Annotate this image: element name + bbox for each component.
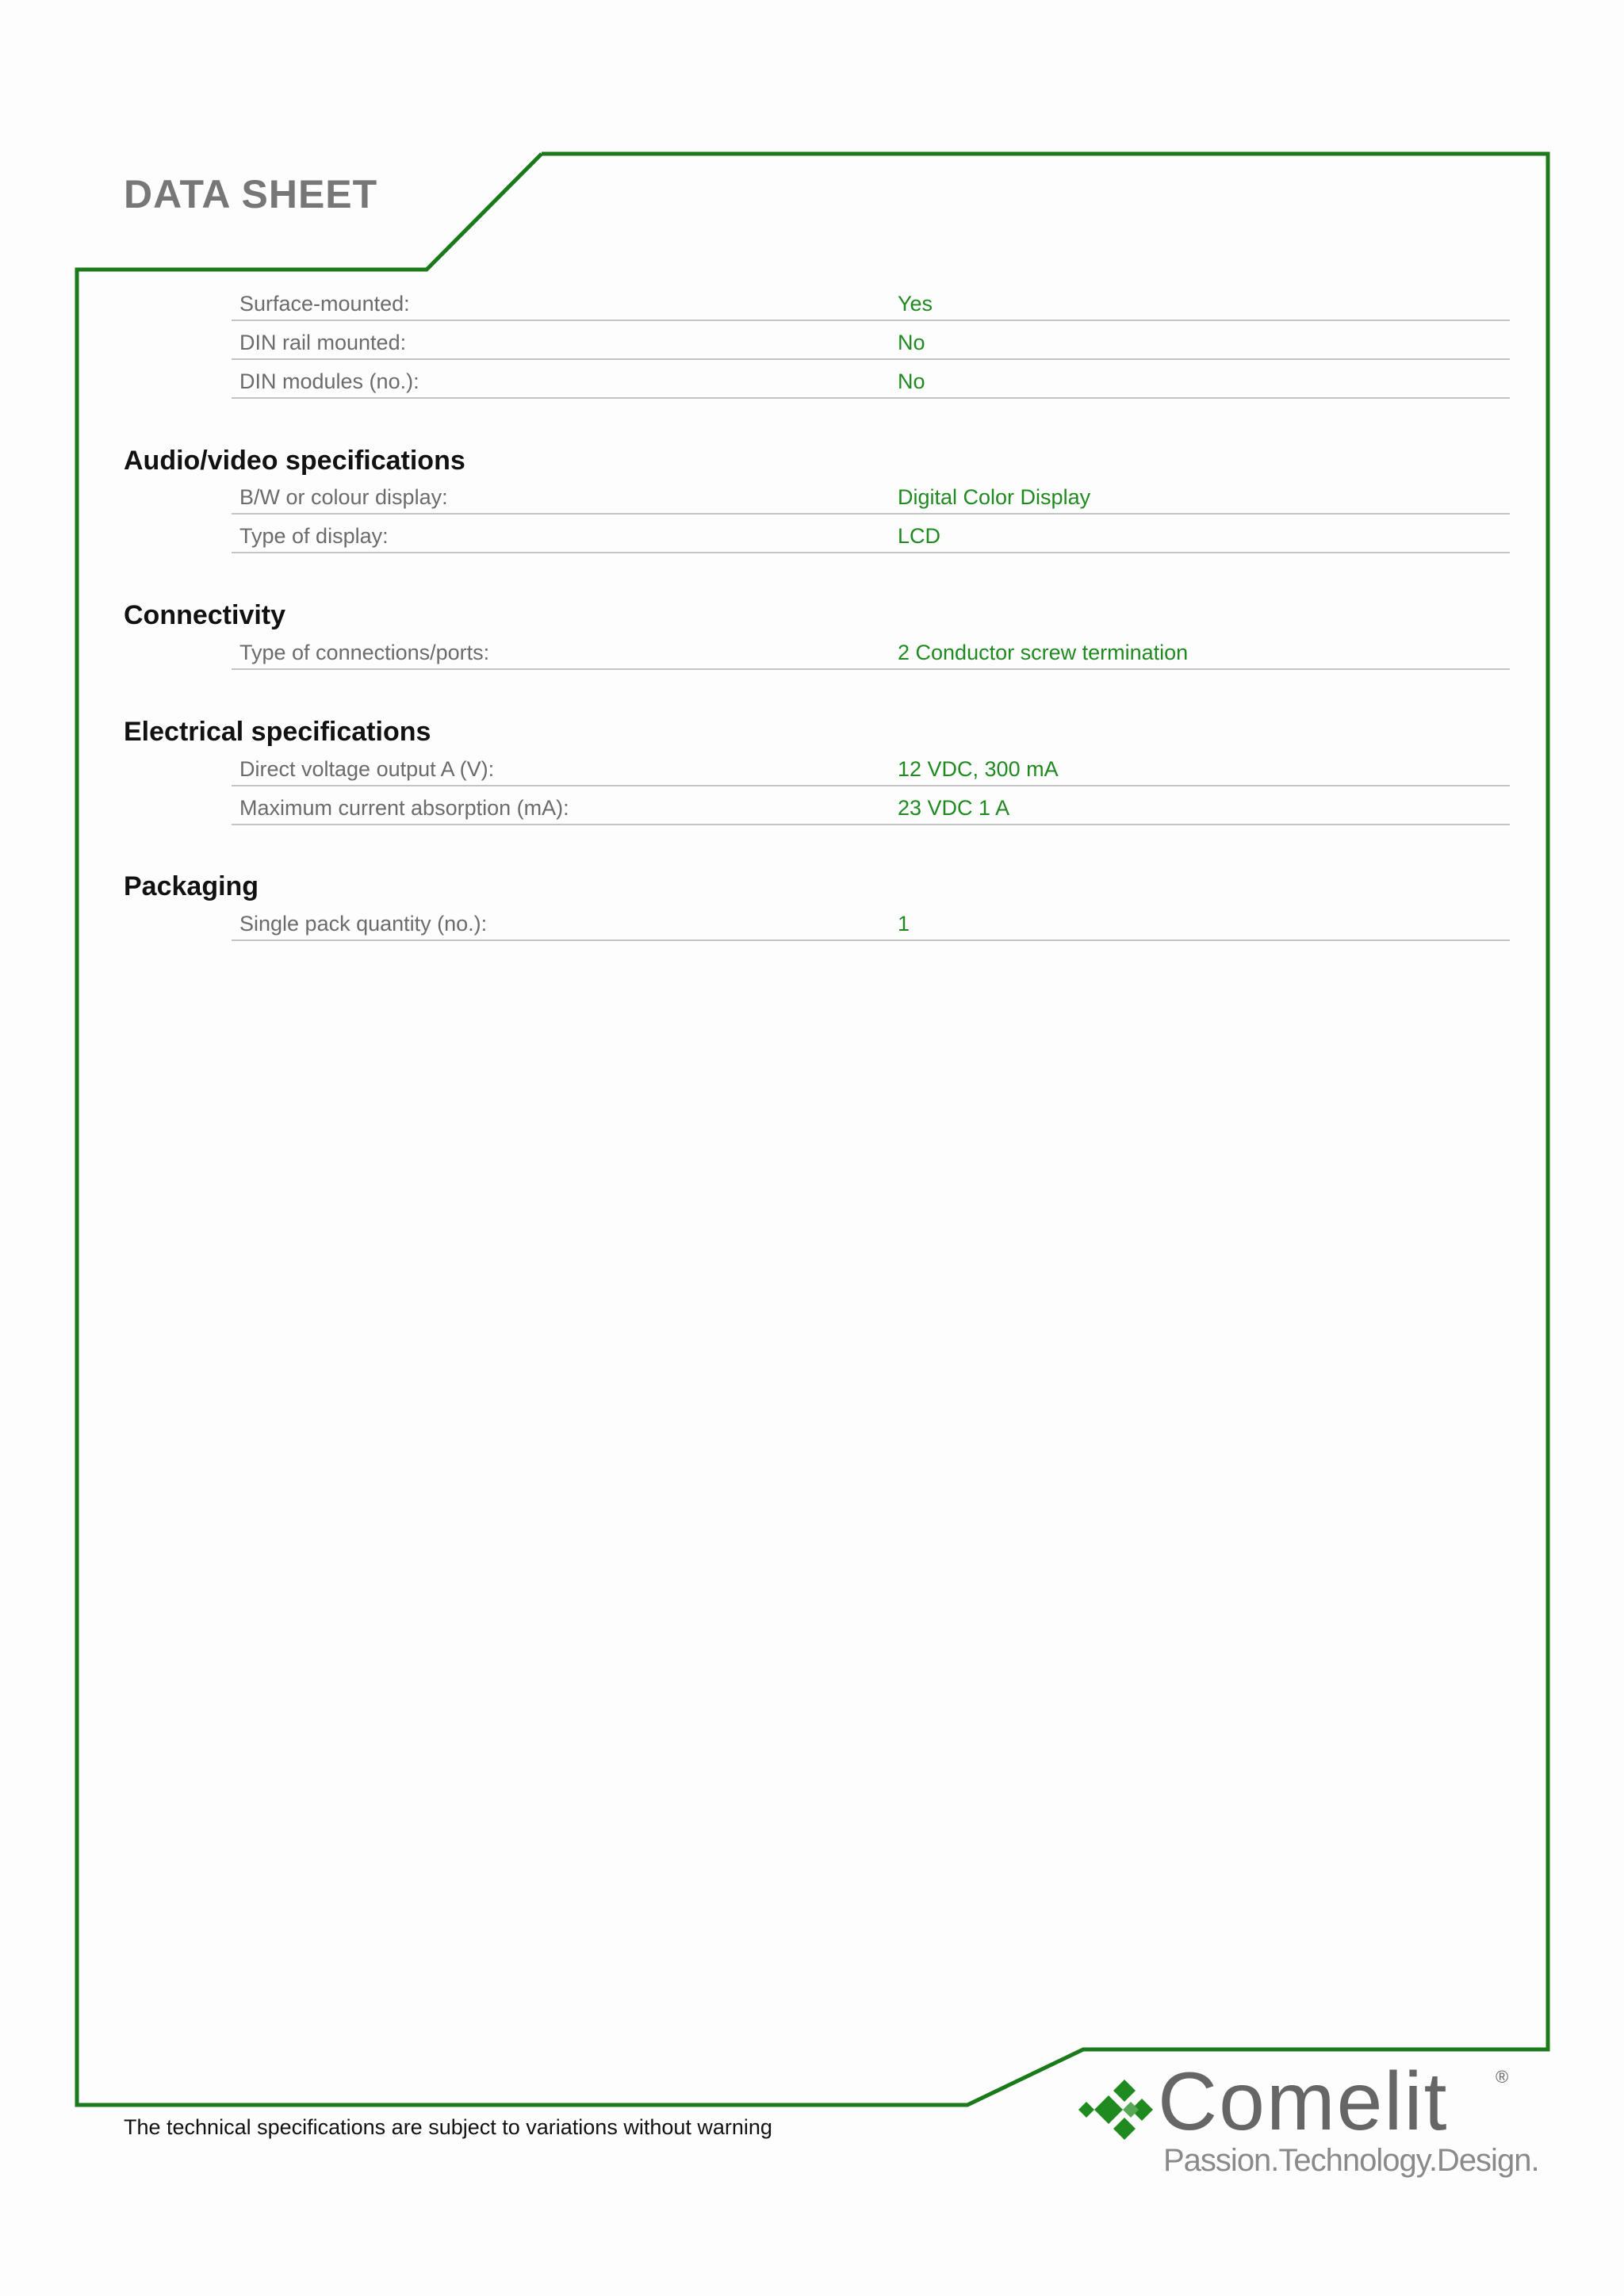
spec-row — [232, 788, 1510, 825]
spec-label: Maximum current absorption (mA): — [239, 796, 569, 820]
page-title: DATA SHEET — [124, 172, 378, 216]
section-heading: Packaging — [124, 871, 259, 901]
spec-label: Single pack quantity (no.): — [239, 912, 488, 936]
spec-value: 2 Conductor screw termination — [898, 641, 1189, 664]
comelit-logo — [1078, 2056, 1539, 2184]
section-heading: Connectivity — [124, 600, 286, 630]
registered-mark: ® — [1496, 2067, 1509, 2087]
spec-row — [232, 633, 1510, 670]
spec-label: DIN modules (no.): — [239, 369, 419, 393]
spec-row — [232, 904, 1510, 941]
spec-row — [232, 323, 1510, 360]
spec-row — [232, 477, 1510, 515]
logo-tagline: Passion.Technology.Design. — [1163, 2143, 1539, 2178]
spec-label: DIN rail mounted: — [239, 331, 407, 354]
spec-row — [232, 284, 1510, 321]
spec-label: Type of connections/ports: — [239, 641, 490, 664]
spec-value: Digital Color Display — [898, 485, 1091, 509]
spec-row — [232, 749, 1510, 786]
logo-wordmark: Comelit — [1158, 2056, 1449, 2148]
spec-row — [232, 362, 1510, 399]
section-heading: Audio/video specifications — [124, 446, 465, 476]
spec-label: Direct voltage output A (V): — [239, 757, 495, 781]
spec-value: LCD — [898, 524, 941, 548]
spec-value: 12 VDC, 300 mA — [898, 757, 1059, 781]
spec-label: Type of display: — [239, 524, 389, 548]
spec-value: No — [898, 331, 925, 354]
spec-value: 1 — [898, 912, 910, 936]
footer-disclaimer: The technical specifications are subject to variations without warning — [124, 2115, 772, 2139]
spec-value: Yes — [898, 292, 933, 316]
comelit-diamond-logo-icon — [1078, 2080, 1155, 2140]
spec-row — [232, 516, 1510, 553]
spec-value: 23 VDC 1 A — [898, 796, 1010, 820]
spec-value: No — [898, 369, 925, 393]
spec-label: B/W or colour display: — [239, 485, 448, 509]
section-heading: Electrical specifications — [124, 717, 431, 747]
spec-label: Surface-mounted: — [239, 292, 410, 316]
